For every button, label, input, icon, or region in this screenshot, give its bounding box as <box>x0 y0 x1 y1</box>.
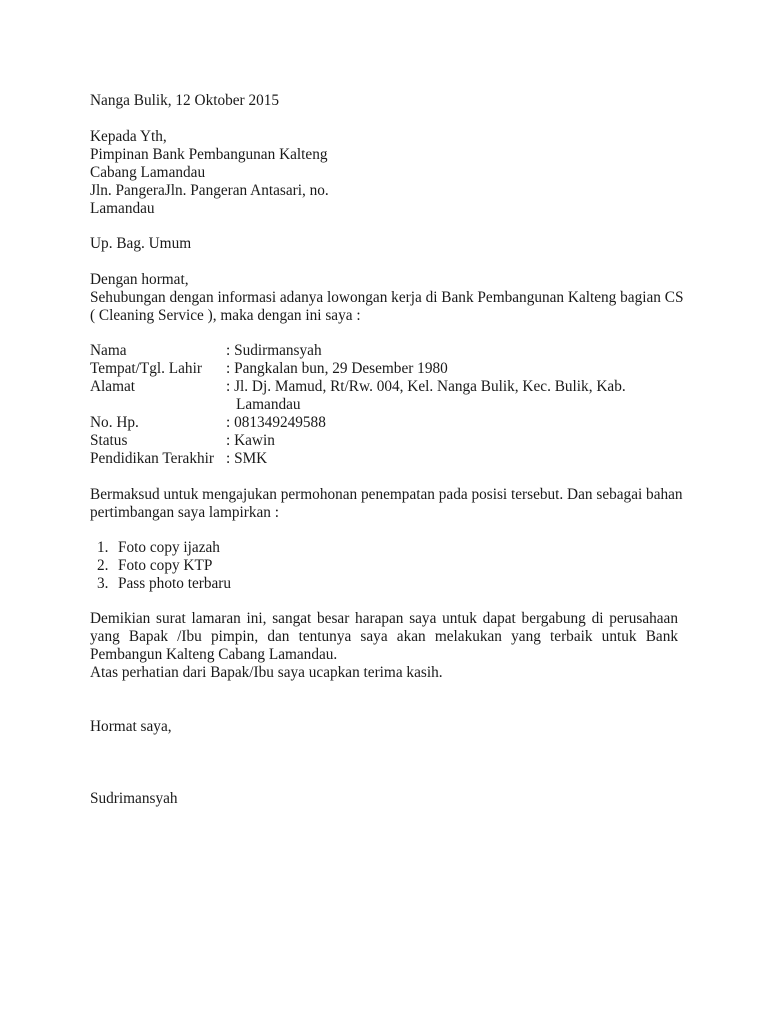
detail-label: No. Hp. <box>90 414 139 431</box>
closing-line-2: yang Bapak /Ibu pimpin, dan tentunya saya akan melakukan yang terbaik untuk Bank <box>90 628 678 645</box>
recipient-branch: Cabang Lamandau <box>90 164 206 181</box>
recipient-city: Lamandau <box>90 200 155 217</box>
detail-label: Pendidikan Terakhir <box>90 450 214 467</box>
purpose-line-2: pertimbangan saya lampirkan : <box>90 504 280 521</box>
signoff: Hormat saya, <box>90 718 172 735</box>
detail-label: Tempat/Tgl. Lahir <box>90 360 202 377</box>
detail-value: : Kawin <box>226 432 275 449</box>
closing-line-3: Pembangun Kalteng Cabang Lamandau. <box>90 646 338 663</box>
list-text: Foto copy ijazah <box>118 539 220 556</box>
signature-name: Sudrimansyah <box>90 790 178 807</box>
detail-label: Alamat <box>90 378 136 395</box>
list-text: Foto copy KTP <box>118 557 213 574</box>
attention-line: Up. Bag. Umum <box>90 235 192 252</box>
detail-value: : Jl. Dj. Mamud, Rt/Rw. 004, Kel. Nanga Bulik, Kec. Bulik, Kab. <box>226 378 626 395</box>
list-number: 1. <box>97 539 109 556</box>
detail-label: Status <box>90 432 128 449</box>
recipient-address: Jln. PangeraJln. Pangeran Antasari, no. <box>90 182 329 199</box>
list-number: 2. <box>97 557 109 574</box>
detail-value-continuation: Lamandau <box>236 396 301 413</box>
intro-line-1: Sehubungan dengan informasi adanya lowongan kerja di Bank Pembangunan Kalteng bagian CS <box>90 289 684 306</box>
detail-value: : SMK <box>226 450 268 467</box>
closing-paragraph <box>90 610 678 682</box>
list-number: 3. <box>97 575 109 592</box>
detail-label: Nama <box>90 342 127 359</box>
list-text: Pass photo terbaru <box>118 575 232 592</box>
closing-line-1: Demikian surat lamaran ini, sangat besar harapan saya untuk dapat bergabung di perusahaan <box>90 610 678 627</box>
recipient-title: Pimpinan Bank Pembangunan Kalteng <box>90 146 328 163</box>
closing-line-4: Atas perhatian dari Bapak/Ibu saya ucapkan terima kasih. <box>90 664 443 681</box>
greeting: Dengan hormat, <box>90 271 189 288</box>
detail-value: : 081349249588 <box>226 414 326 431</box>
place-date: Nanga Bulik, 12 Oktober 2015 <box>90 92 280 109</box>
intro-line-2: ( Cleaning Service ), maka dengan ini saya : <box>90 307 361 324</box>
purpose-line-1: Bermaksud untuk mengajukan permohonan penempatan pada posisi tersebut. Dan sebagai bahan <box>90 486 683 503</box>
detail-value: : Pangkalan bun, 29 Desember 1980 <box>226 360 448 377</box>
detail-value: : Sudirmansyah <box>226 342 322 359</box>
recipient-salutation: Kepada Yth, <box>90 128 167 145</box>
